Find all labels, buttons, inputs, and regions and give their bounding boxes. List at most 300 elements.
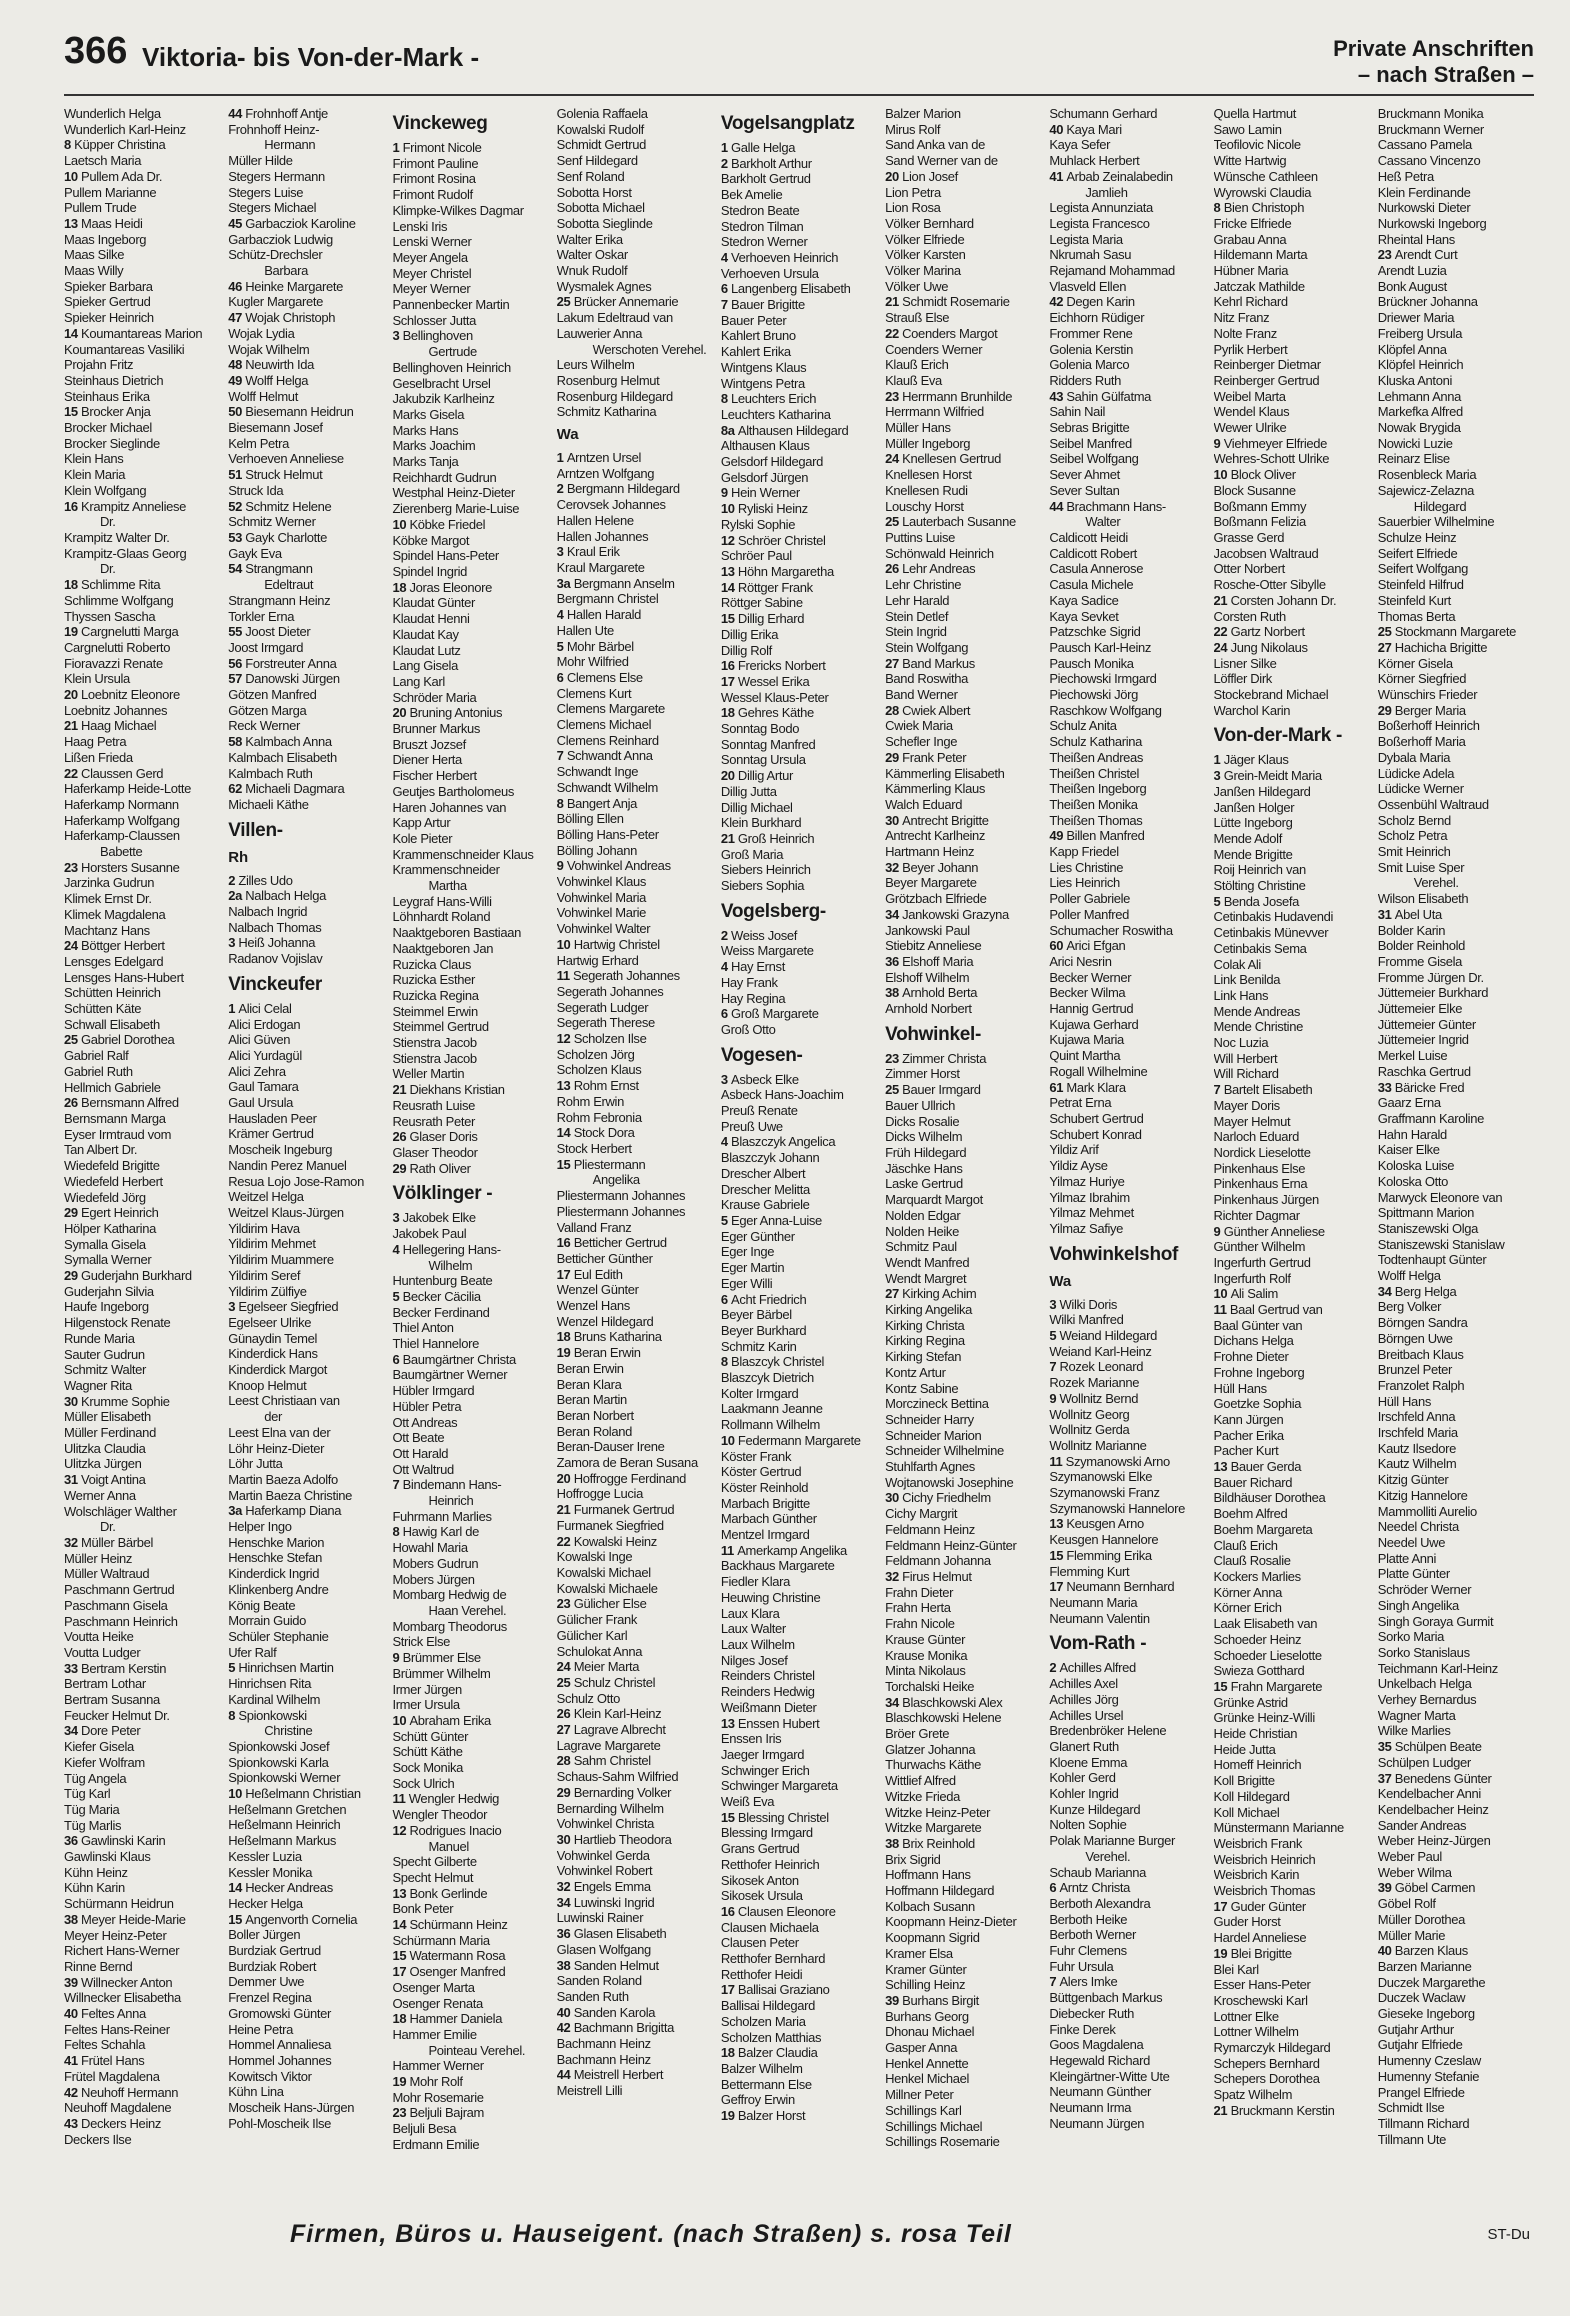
resident-name: Specht Gilberte <box>392 1854 477 1870</box>
resident-name: Fricke Elfriede <box>1213 215 1292 231</box>
resident-entry <box>885 1475 1041 1491</box>
resident-entry <box>1214 1066 1370 1082</box>
resident-name: Kitzig Günter <box>1377 1472 1449 1488</box>
resident-entry <box>1049 1548 1205 1564</box>
resident-entry <box>392 1082 548 1098</box>
resident-name: Cerovsek Johannes <box>556 497 666 513</box>
resident-entry <box>557 2036 713 2052</box>
house-number: 10 <box>392 1712 410 1728</box>
resident-name: Osenger Manfred <box>409 1964 506 1980</box>
house-number: 10 <box>392 516 410 532</box>
resident-entry <box>1214 1286 1370 1302</box>
resident-entry <box>721 1339 877 1355</box>
resident-name: Needel Uwe <box>1377 1534 1446 1550</box>
resident-entry <box>557 1000 713 1016</box>
house-number: 25 <box>1377 624 1395 640</box>
resident-name: Maas Ingeborg <box>64 231 147 247</box>
resident-name: Bruckmann Kerstin <box>1230 2102 1335 2118</box>
resident-name: Wojak Lydia <box>228 325 295 341</box>
house-number: 7 <box>1213 1082 1224 1098</box>
resident-entry <box>721 1935 877 1951</box>
resident-entry <box>885 1318 1041 1334</box>
house-number: 19 <box>720 2108 738 2124</box>
house-number: 12 <box>720 532 738 548</box>
resident-name: Laak Elisabeth van <box>1213 1616 1318 1632</box>
house-number: 13 <box>1049 1516 1067 1532</box>
resident-entry <box>64 1158 220 1174</box>
resident-entry <box>64 247 220 263</box>
resident-name: Alici Zehra <box>228 1063 286 1079</box>
resident-entry <box>1214 671 1370 687</box>
resident-entry <box>64 1048 220 1064</box>
resident-name: Kujawa Maria <box>1049 1032 1124 1048</box>
resident-entry <box>1049 718 1205 734</box>
resident-name: Jung Nikolaus <box>1230 639 1308 655</box>
resident-entry <box>64 624 220 640</box>
resident-entry <box>392 156 548 172</box>
resident-entry <box>392 1415 548 1431</box>
resident-entry <box>228 404 384 420</box>
resident-name: Jakobek Elke <box>402 1210 476 1226</box>
resident-entry <box>1049 514 1205 530</box>
resident-entry <box>228 1142 384 1158</box>
resident-name: Kramer Elsa <box>885 1945 953 1961</box>
resident-entry <box>1214 988 1370 1004</box>
resident-entry <box>1049 1048 1205 1064</box>
house-number: 26 <box>885 561 903 577</box>
resident-name: Schoeder Lieselotte <box>1213 1647 1322 1663</box>
house-number: 14 <box>556 1125 574 1141</box>
resident-name: Arntzen Ursel <box>566 450 642 466</box>
resident-entry <box>885 1161 1041 1177</box>
resident-name: Wintgens Petra <box>720 375 805 391</box>
resident-name: Bachmann Heinz <box>556 2051 651 2067</box>
resident-entry <box>1378 326 1534 342</box>
resident-entry <box>392 1098 548 1114</box>
resident-name: Kroschewski Karl <box>1213 1992 1308 2008</box>
resident-name: Flemming Erika <box>1066 1547 1152 1563</box>
resident-entry <box>557 497 713 513</box>
resident-entry <box>228 153 384 169</box>
resident-entry <box>64 1111 220 1127</box>
resident-name: Kraul Erik <box>566 544 620 560</box>
resident-name: Rozek Leonard <box>1059 1359 1144 1375</box>
resident-entry <box>885 2119 1041 2135</box>
resident-name: Wintgens Klaus <box>720 359 807 375</box>
resident-name: Platte Anni <box>1377 1550 1437 1566</box>
resident-name: Scholzen Maria <box>720 2013 806 2029</box>
house-number: 43 <box>64 2116 82 2131</box>
resident-name: Bauer Ullrich <box>885 1097 955 1113</box>
resident-entry <box>1049 561 1205 577</box>
house-number: 16 <box>556 1235 574 1251</box>
resident-entry <box>557 1596 713 1612</box>
resident-entry <box>557 796 713 812</box>
resident-entry <box>557 200 713 216</box>
resident-name: Günaydin Temel <box>228 1330 318 1346</box>
house-number: 2 <box>720 927 732 943</box>
resident-entry <box>392 972 548 988</box>
resident-entry <box>64 2132 220 2148</box>
resident-name: Vohwinkel Andreas <box>566 858 671 874</box>
resident-entry <box>721 156 877 172</box>
resident-name: Hoffmann Hildegard <box>885 1883 995 1899</box>
resident-name: Clausen Eleonore <box>737 1903 836 1919</box>
resident-name: Alici Erdogan <box>228 1016 301 1032</box>
resident-entry <box>885 1930 1041 1946</box>
resident-entry <box>392 250 548 266</box>
resident-name: Kugler Margarete <box>228 294 324 310</box>
resident-entry <box>557 1973 713 1989</box>
resident-name: Sajewicz-Zelazna <box>1377 482 1475 498</box>
resident-name: Louschy Horst <box>885 498 964 514</box>
district-code: Wa <box>1049 1272 1072 1290</box>
resident-name: Glasen Elisabeth <box>573 1926 667 1942</box>
resident-name: Thomas Berta <box>1377 608 1456 624</box>
resident-name: Mombarg Hedwig de <box>392 1587 507 1603</box>
resident-entry <box>721 2108 877 2124</box>
resident-entry <box>557 576 713 592</box>
resident-name: Corsten Johann Dr. <box>1230 592 1337 608</box>
resident-name: Schillings Michael <box>885 2118 983 2134</box>
resident-entry <box>1378 561 1534 577</box>
resident-entry <box>228 2069 384 2085</box>
house-number: 10 <box>64 168 82 184</box>
resident-entry <box>557 1424 713 1440</box>
house-number: 15 <box>64 404 82 420</box>
resident-entry <box>721 548 877 564</box>
resident-entry <box>721 533 877 549</box>
resident-entry <box>1214 1302 1370 1318</box>
resident-entry <box>228 1723 384 1739</box>
resident-entry <box>392 1948 548 1964</box>
resident-name: Verhoeven Anneliese <box>228 451 344 467</box>
house-number: 30 <box>885 1490 903 1506</box>
house-number: 20 <box>720 768 738 784</box>
resident-entry <box>1049 1817 1205 1833</box>
resident-name: Cwiek Maria <box>885 718 953 734</box>
resident-name: Heßelmann Markus <box>228 1833 337 1849</box>
resident-entry <box>557 968 713 984</box>
resident-entry <box>1214 1475 1370 1491</box>
resident-name: Kowalski Michael <box>556 1564 651 1580</box>
resident-entry <box>228 137 384 153</box>
resident-name: Stock Herbert <box>556 1141 632 1156</box>
resident-entry <box>885 2056 1041 2072</box>
resident-name: Scholzen Jörg <box>556 1046 635 1062</box>
resident-name: Verhey Bernardus <box>1377 1692 1477 1708</box>
resident-name: Legista Annunziata <box>1049 200 1153 216</box>
resident-name: Manuel <box>428 1838 469 1854</box>
resident-entry <box>64 1142 220 1158</box>
resident-entry <box>721 1166 877 1182</box>
resident-name: Spieker Heinrich <box>64 310 154 326</box>
house-number: 25 <box>556 294 574 310</box>
resident-entry <box>1214 1867 1370 1883</box>
resident-entry <box>1378 1802 1534 1818</box>
house-number: 8a <box>720 422 738 438</box>
resident-name: Sahm Christel <box>573 1753 651 1769</box>
resident-name: Barzen Klaus <box>1394 1943 1468 1959</box>
resident-entry <box>392 1035 548 1051</box>
resident-name: Meyer Heinz-Peter <box>64 1927 167 1943</box>
resident-entry <box>392 737 548 753</box>
street-heading: Vogesen- <box>720 1044 803 1066</box>
resident-name: Gelsdorf Jürgen <box>720 469 809 485</box>
resident-name: Heßelmann Heinrich <box>228 1817 341 1833</box>
resident-entry <box>228 279 384 295</box>
resident-entry <box>885 1569 1041 1585</box>
resident-entry <box>721 1197 877 1213</box>
house-number: 2 <box>556 481 567 497</box>
resident-entry <box>1214 1946 1370 1962</box>
resident-name: Schulz Katharina <box>1049 734 1143 750</box>
resident-name: Weiss Josef <box>731 927 798 943</box>
resident-entry <box>1378 734 1534 750</box>
resident-name: Nurkowski Dieter <box>1377 200 1471 216</box>
resident-entry <box>392 1540 548 1556</box>
resident-entry <box>64 718 220 734</box>
resident-entry <box>1378 656 1534 672</box>
resident-entry <box>1049 750 1205 766</box>
house-number: 14 <box>228 1880 246 1896</box>
resident-entry <box>557 389 713 405</box>
resident-name: Minta Nikolaus <box>885 1663 966 1679</box>
resident-name: Garbacziok Karoline <box>245 215 356 231</box>
resident-name: Dybala Maria <box>1377 749 1451 765</box>
resident-name: Strangmann <box>245 561 313 577</box>
resident-name: Müller Heinz <box>64 1550 133 1566</box>
resident-entry <box>885 1553 1041 1569</box>
resident-entry <box>228 467 384 483</box>
house-number: 1 <box>392 140 403 155</box>
resident-entry <box>1378 530 1534 546</box>
resident-entry <box>721 752 877 768</box>
resident-name: Asbeck Elke <box>731 1071 799 1087</box>
resident-entry <box>1214 373 1370 389</box>
resident-name: Achilles Jörg <box>1049 1691 1119 1707</box>
resident-name: Maas Willy <box>64 263 124 279</box>
resident-name: Meistrell Lilli <box>556 2083 623 2099</box>
resident-name: Nowak Brygida <box>1377 420 1461 436</box>
resident-entry <box>557 1408 713 1424</box>
house-number: 36 <box>556 1926 574 1942</box>
resident-entry <box>1214 640 1370 656</box>
resident-entry <box>1049 1407 1205 1423</box>
resident-name: Preuß Uwe <box>720 1118 783 1134</box>
resident-name: Weiand Karl-Heinz <box>1049 1343 1152 1359</box>
resident-name: Mohr Wilfried <box>556 654 629 670</box>
resident-name: Osenger Renata <box>392 1995 483 2011</box>
resident-name: Kowalski Heinz <box>573 1533 657 1549</box>
house-number: 26 <box>392 1129 410 1145</box>
resident-name: Rylski Sophie <box>720 516 796 532</box>
resident-name: Brix Sigrid <box>885 1851 941 1867</box>
resident-entry <box>885 1742 1041 1758</box>
resident-name: Rohm Erwin <box>556 1093 624 1109</box>
resident-entry <box>228 1441 384 1457</box>
resident-entry <box>1049 1485 1205 1501</box>
resident-name: Reinberger Gertrud <box>1213 372 1320 388</box>
resident-name: Cwiek Albert <box>902 702 971 718</box>
resident-name: Pointeau Verehel. <box>428 2042 526 2058</box>
resident-entry <box>557 1659 713 1675</box>
house-number: 7 <box>1049 1974 1060 1990</box>
resident-entry <box>64 2069 220 2085</box>
resident-name: Blaszcyk Christel <box>731 1354 825 1370</box>
resident-entry <box>1214 1129 1370 1145</box>
resident-entry <box>64 1378 220 1394</box>
resident-name: Baal Gertrud van <box>1229 1302 1323 1318</box>
resident-name: Lies Christine <box>1049 859 1124 875</box>
resident-name: Bonk August <box>1377 278 1447 294</box>
resident-entry <box>392 564 548 580</box>
resident-name: Claussen Gerd <box>81 765 164 781</box>
resident-name: Boßerhoff Maria <box>1377 734 1466 750</box>
house-number: 4 <box>392 1241 403 1257</box>
resident-name: Thurwachs Käthe <box>885 1757 982 1773</box>
resident-name: Heine Petra <box>228 2021 294 2037</box>
resident-name: Leuchters Erich <box>731 391 817 407</box>
resident-entry <box>885 1098 1041 1114</box>
resident-name: Neumann Günther <box>1049 2084 1152 2100</box>
resident-name: Klauß Erich <box>885 357 949 373</box>
resident-name: Ott Harald <box>392 1445 449 1461</box>
resident-entry <box>392 1603 548 1619</box>
resident-name: Goetzke Sophia <box>1213 1396 1302 1412</box>
resident-entry <box>64 2022 220 2038</box>
resident-name: Groß Heinrich <box>737 830 815 846</box>
resident-name: Löhr Jutta <box>228 1456 283 1472</box>
resident-entry <box>64 561 220 577</box>
resident-entry <box>1378 483 1534 499</box>
resident-name: Sanden Ruth <box>556 1988 629 2004</box>
resident-entry <box>721 943 877 959</box>
resident-name: Schaus-Sahm Wilfried <box>556 1769 679 1785</box>
resident-entry <box>557 1534 713 1550</box>
resident-entry <box>392 1744 548 1760</box>
resident-name: Weisbrich Frank <box>1213 1835 1302 1851</box>
resident-name: Egert Heinrich <box>81 1205 159 1221</box>
resident-name: Golenia Kerstin <box>1049 341 1133 357</box>
resident-entry <box>1049 734 1205 750</box>
resident-name: Bredenbröker Helene <box>1049 1723 1167 1739</box>
resident-name: Glaser Doris <box>409 1129 478 1145</box>
resident-entry <box>228 1692 384 1708</box>
resident-entry <box>1378 1582 1534 1598</box>
resident-name: Hellmich Gabriele <box>64 1079 161 1095</box>
resident-name: Biesemann Josef <box>228 420 323 436</box>
resident-entry <box>228 609 384 625</box>
resident-entry <box>1214 1899 1370 1915</box>
resident-entry <box>64 1692 220 1708</box>
resident-entry <box>228 904 384 920</box>
house-number: 3 <box>392 328 403 344</box>
resident-name: Schwinger Margareta <box>720 1778 838 1794</box>
resident-entry <box>392 203 548 219</box>
resident-entry <box>1214 925 1370 941</box>
resident-entry <box>557 169 713 185</box>
resident-entry <box>557 1942 713 1958</box>
resident-entry <box>64 326 220 342</box>
resident-entry <box>1378 1566 1534 1582</box>
resident-name: Finke Derek <box>1049 2021 1116 2037</box>
resident-name: Brunzel Peter <box>1377 1362 1452 1378</box>
resident-entry <box>1378 546 1534 562</box>
resident-name: Haferkamp Normann <box>64 796 179 812</box>
resident-name: Weller Martin <box>392 1066 465 1082</box>
resident-entry <box>228 1378 384 1394</box>
resident-entry <box>721 1022 877 1038</box>
resident-entry <box>1378 1425 1534 1441</box>
resident-name: Burdziak Robert <box>228 1958 317 1974</box>
resident-entry <box>228 294 384 310</box>
resident-name: Lion Josef <box>902 168 958 184</box>
resident-name: Kowalski Inge <box>556 1549 633 1565</box>
resident-name: Rodrigues Inacio <box>409 1822 502 1838</box>
resident-entry <box>392 1161 548 1177</box>
resident-entry <box>1049 1802 1205 1818</box>
resident-entry <box>557 1298 713 1314</box>
resident-name: Kann Jürgen <box>1213 1411 1284 1427</box>
resident-entry <box>228 1802 384 1818</box>
resident-entry <box>885 1522 1041 1538</box>
resident-entry <box>1049 2053 1205 2069</box>
resident-name: Krampitz-Glaas Georg <box>64 545 187 561</box>
resident-entry <box>64 1190 220 1206</box>
house-number: 31 <box>64 1472 82 1488</box>
resident-name: Zimmer Horst <box>885 1066 960 1082</box>
resident-entry <box>1214 326 1370 342</box>
resident-name: Yilmaz Safiye <box>1049 1220 1124 1236</box>
resident-name: Raschka Gertrud <box>1377 1063 1471 1079</box>
house-number: 34 <box>885 1694 903 1710</box>
resident-entry <box>1214 1004 1370 1020</box>
resident-name: Schneider Marion <box>885 1427 982 1443</box>
resident-entry <box>228 561 384 577</box>
resident-name: Luwinski Rainer <box>556 1910 644 1926</box>
resident-name: Walter Oskar <box>556 247 628 263</box>
resident-name: Schwinger Erich <box>720 1762 810 1778</box>
house-number: 11 <box>392 1791 409 1807</box>
resident-entry <box>64 389 220 405</box>
house-number: 17 <box>720 1982 738 1998</box>
resident-entry <box>557 1738 713 1754</box>
house-number: 12 <box>392 1822 410 1838</box>
house-number: 11 <box>1213 1302 1230 1318</box>
resident-name: Wilke Marlies <box>1377 1723 1451 1739</box>
resident-entry <box>1378 1535 1534 1551</box>
resident-name: Wyrowski Claudia <box>1213 184 1312 200</box>
resident-name: Göbel Rolf <box>1377 1896 1436 1912</box>
resident-entry <box>228 1833 384 1849</box>
resident-name: Mayer Doris <box>1213 1097 1280 1113</box>
resident-name: Ruzicka Regina <box>392 987 479 1003</box>
resident-name: Hammer Emilie <box>392 2026 477 2042</box>
district-code: Rh <box>228 848 249 866</box>
resident-entry <box>64 1331 220 1347</box>
resident-entry <box>885 1192 1041 1208</box>
resident-name: Schülpen Ludger <box>1377 1754 1471 1770</box>
house-number: 36 <box>64 1833 82 1849</box>
resident-name: Link Hans <box>1213 987 1269 1003</box>
resident-entry <box>64 106 220 122</box>
resident-name: Lenski Werner <box>392 234 472 250</box>
house-number: 5 <box>1049 1328 1060 1344</box>
resident-entry <box>1049 1469 1205 1485</box>
resident-entry <box>1214 1538 1370 1554</box>
resident-name: Deckers Heinz <box>81 2116 162 2131</box>
